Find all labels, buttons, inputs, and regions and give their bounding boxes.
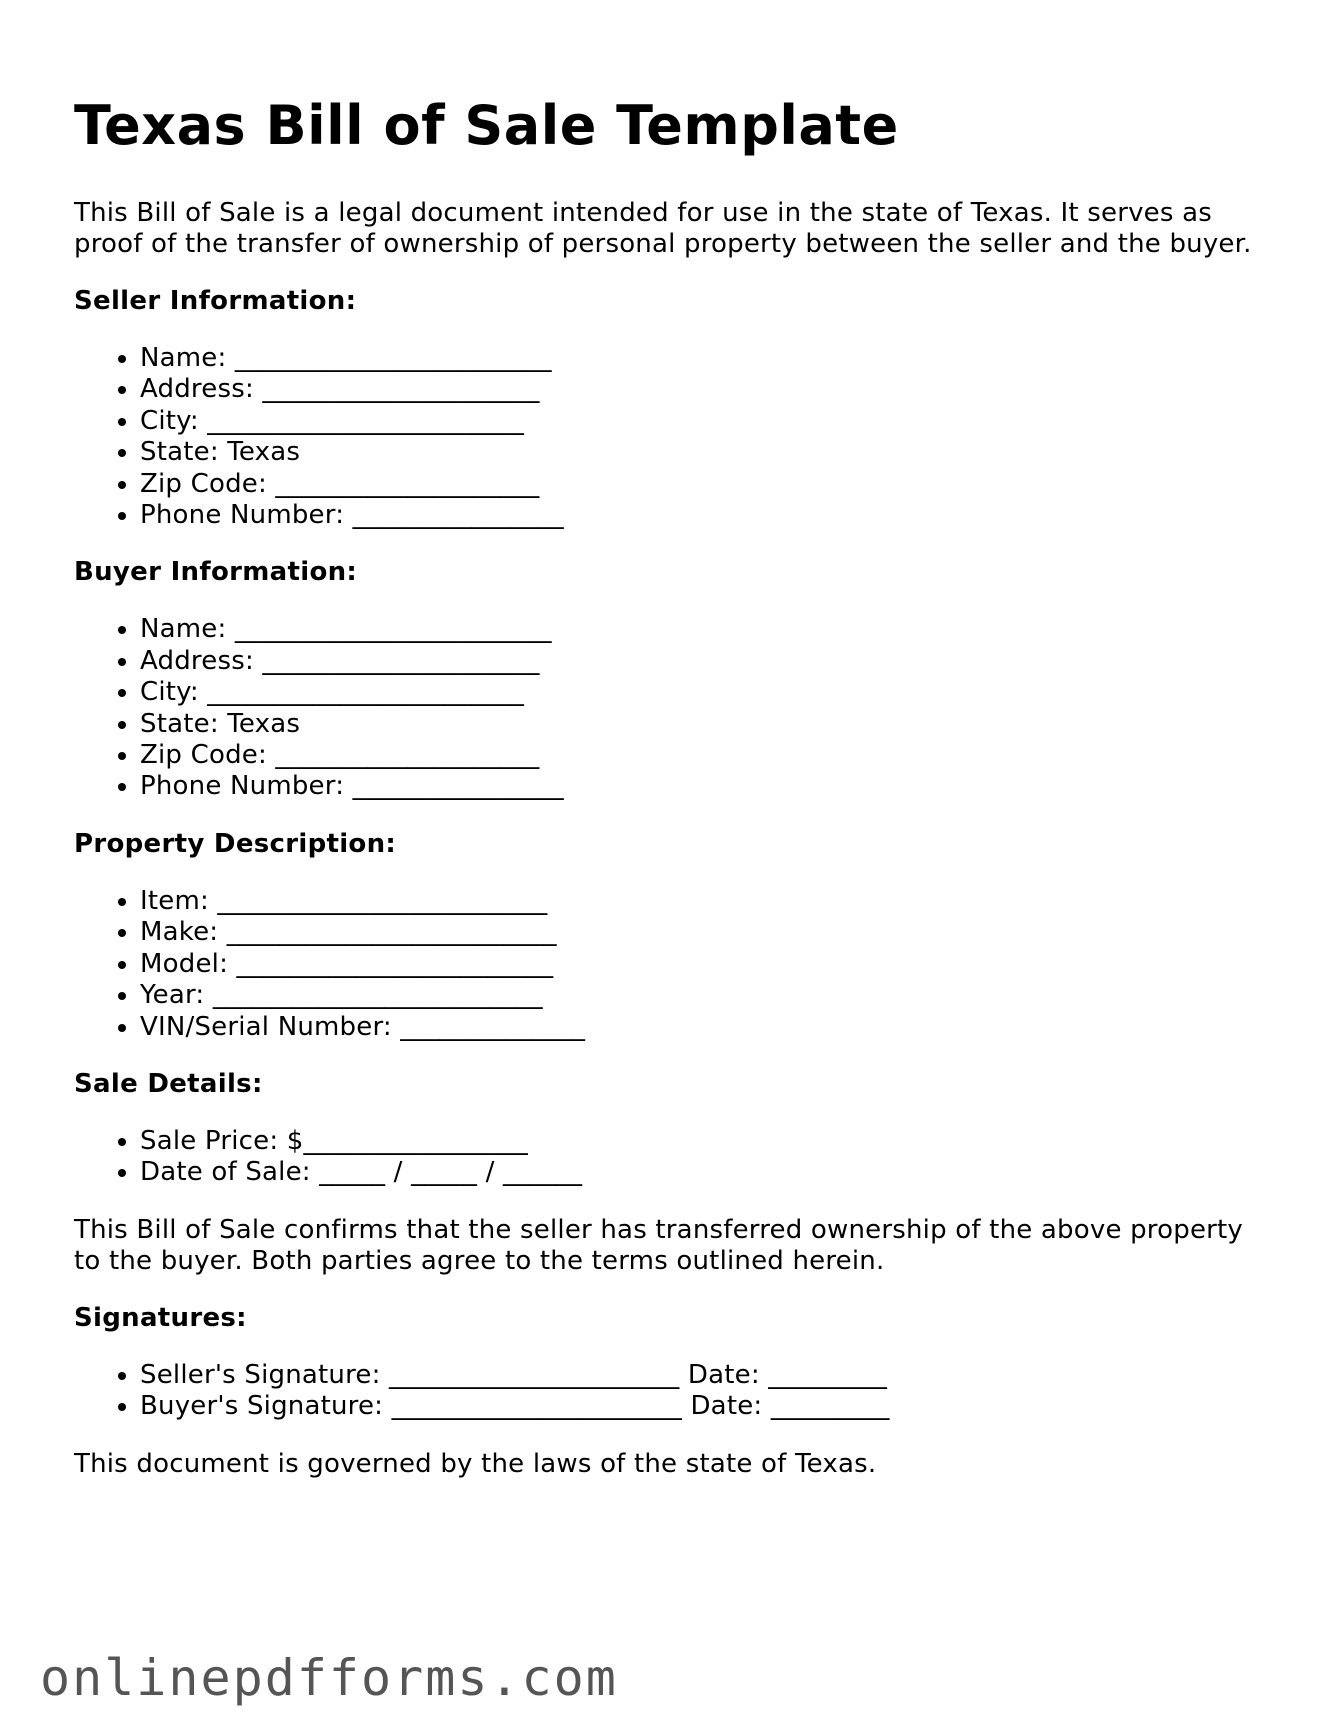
sale-heading: Sale Details:: [74, 1068, 263, 1099]
intro-paragraph: This Bill of Sale is a legal document intended for use in the state of Texas. It serves as proof of the transfer of ownership of personal property between the seller and the buyer.: [74, 198, 1252, 259]
buyer-field-list: [74, 614, 1274, 802]
buyer-zip-field: • Zip Code: ____________________: [140, 740, 1274, 771]
buyer-phone-field: • Phone Number: ________________: [140, 771, 1274, 802]
seller-signature-field: • Seller's Signature: ______________________ Date: _________: [140, 1360, 1274, 1391]
governing-law-note: This document is governed by the laws of the state of Texas.: [74, 1448, 877, 1479]
seller-city-field: • City: ________________________: [140, 406, 1274, 437]
buyer-heading: Buyer Information:: [74, 557, 358, 588]
signatures-heading: Signatures:: [74, 1302, 247, 1333]
property-field-list: [74, 886, 1274, 1043]
seller-name-field: • Name: ________________________: [140, 343, 1274, 374]
sale-price-field: • Sale Price: $_________________: [140, 1126, 1274, 1157]
signatures-field-list: [74, 1360, 1274, 1423]
confirmation-paragraph: This Bill of Sale confirms that the seller has transferred ownership of the above property to the buyer. Both parties agree to the terms outlined herein.: [74, 1214, 1244, 1276]
seller-phone-field: • Phone Number: ________________: [140, 500, 1274, 531]
property-heading: Property Description:: [74, 828, 397, 859]
property-model-field: • Model: ________________________: [140, 949, 1274, 980]
buyer-address-field: • Address: _____________________: [140, 646, 1274, 677]
seller-address-field: • Address: _____________________: [140, 374, 1274, 405]
property-vin-field: • VIN/Serial Number: ______________: [140, 1012, 1274, 1043]
seller-field-list: [74, 343, 1274, 531]
property-year-field: • Year: _________________________: [140, 980, 1274, 1011]
seller-heading: Seller Information:: [74, 286, 357, 316]
property-item-field: • Item: _________________________: [140, 886, 1274, 917]
buyer-city-field: • City: ________________________: [140, 677, 1274, 708]
document-title: Texas Bill of Sale Template: [74, 94, 899, 157]
site-watermark: onlinepdfforms.com: [40, 1649, 618, 1707]
buyer-name-field: • Name: ________________________: [140, 614, 1274, 645]
seller-zip-field: • Zip Code: ____________________: [140, 469, 1274, 500]
buyer-signature-field: • Buyer's Signature: ______________________ Date: _________: [140, 1391, 1274, 1422]
document-page: [74, 0, 1274, 1480]
sale-field-list: [74, 1126, 1274, 1189]
buyer-state-field: • State: Texas: [140, 709, 1274, 740]
sale-date-field: • Date of Sale: _____ / _____ / ______: [140, 1157, 1274, 1188]
seller-state-field: • State: Texas: [140, 437, 1274, 468]
property-make-field: • Make: _________________________: [140, 917, 1274, 948]
